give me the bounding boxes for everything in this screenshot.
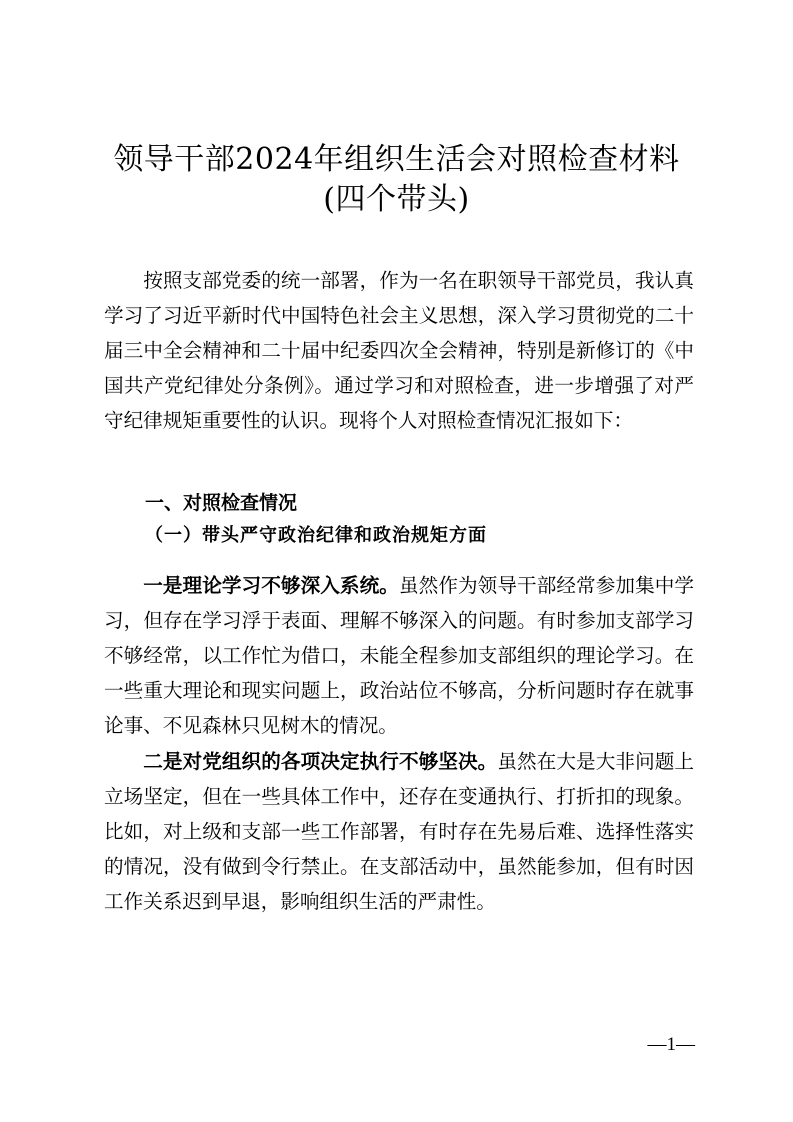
point-paragraph-1 bbox=[104, 568, 694, 743]
point-2-lead: 二是对党组织的各项决定执行不够坚决。 bbox=[143, 750, 498, 773]
point-1-lead: 一是理论学习不够深入系统。 bbox=[143, 574, 399, 597]
section-heading: 一、对照检查情况 bbox=[145, 492, 298, 514]
point-2-body: 虽然在大是大非问题上立场坚定，但在一些具体工作中，还存在变通执行、打折扣的现象。比如，对上级和支部一些工作部署，有时存在先易后难、选择性落实的情况，没有做到令行禁止。在支部活动中，虽然能参加，但有时因工作关系迟到早退，影响组织生活的严肃性。 bbox=[104, 750, 695, 913]
page-number: —1— bbox=[647, 1034, 695, 1055]
subsection-heading: （一）带头严守政治纪律和政治规矩方面 bbox=[145, 525, 487, 546]
intro-paragraph: 按照支部党委的统一部署，作为一名在职领导干部党员，我认真学习了习近平新时代中国特色社会主义思想，深入学习贯彻党的二十届三中全会精神和二十届中纪委四次全会精神，特别是新修订的《中国共产党纪律处分条例》。通过学习和对照检查，进一步增强了对严守纪律规矩重要性的认识。现将个人对照检查情况汇报如下： bbox=[104, 269, 694, 432]
point-paragraph-2 bbox=[104, 744, 694, 919]
document-title: 领导干部2024年组织生活会对照检查材料 bbox=[113, 142, 680, 177]
point-1-body: 虽然作为领导干部经常参加集中学习，但存在学习浮于表面、理解不够深入的问题。有时参加支部学习不够经常，以工作忙为借口，未能全程参加支部组织的理论学习。在一些重大理论和现实问题上，政治站位不够高，分析问题时存在就事论事、不见森林只见树木的情况。 bbox=[104, 574, 695, 737]
document-subtitle: (四个带头) bbox=[323, 182, 470, 217]
